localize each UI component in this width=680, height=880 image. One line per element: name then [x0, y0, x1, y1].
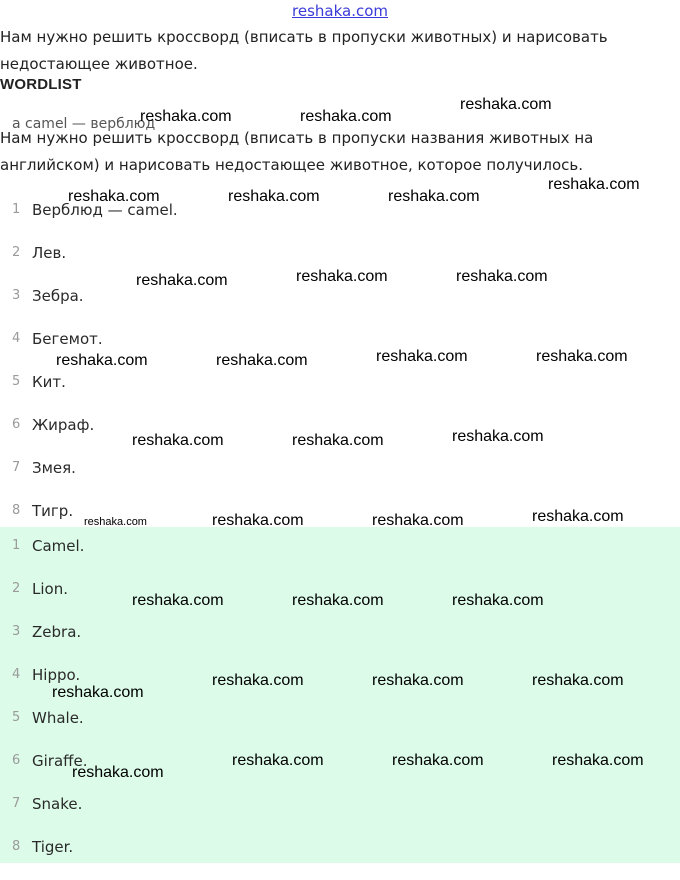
item-text: Зебра.: [32, 287, 84, 305]
item-number: 6: [12, 417, 21, 432]
watermark: reshaka.com: [52, 684, 144, 701]
watermark: reshaka.com: [212, 512, 304, 529]
list-item: [0, 200, 680, 243]
item-number: 5: [12, 374, 21, 389]
item-text: Snake.: [32, 795, 83, 813]
list-item: [0, 458, 680, 501]
watermark: reshaka.com: [132, 592, 224, 609]
intro-text: Нам нужно решить кроссворд (вписать в пропуски животных) и нарисовать недостающее животное.: [0, 28, 608, 73]
list-item: [0, 708, 680, 751]
watermark: reshaka.com: [300, 108, 392, 125]
watermark: reshaka.com: [228, 188, 320, 205]
watermark: reshaka.com: [552, 752, 644, 769]
answer-list: [0, 536, 680, 880]
list-item: [0, 286, 680, 329]
watermark: reshaka.com: [68, 188, 160, 205]
item-number: 5: [12, 710, 21, 725]
item-text: Giraffe.: [32, 752, 88, 770]
item-text: Верблюд — camel.: [32, 201, 178, 219]
item-text: Tiger.: [32, 838, 74, 856]
watermark: reshaka.com: [140, 108, 232, 125]
list-item: [0, 243, 680, 286]
watermark: reshaka.com: [548, 176, 640, 193]
watermark: reshaka.com: [536, 348, 628, 365]
item-text: Zebra.: [32, 623, 82, 641]
item-text: Hippo.: [32, 666, 81, 684]
watermark: reshaka.com: [292, 592, 384, 609]
item-number: 8: [12, 839, 21, 854]
watermark: reshaka.com: [132, 432, 224, 449]
list-item: [0, 415, 680, 458]
list-item: [0, 794, 680, 837]
list-item: [0, 837, 680, 880]
item-number: 3: [12, 288, 21, 303]
item-number: 7: [12, 796, 21, 811]
item-number: 4: [12, 667, 21, 682]
list-item: [0, 622, 680, 665]
list-item: [0, 665, 680, 708]
watermark: reshaka.com: [532, 672, 624, 689]
watermark: reshaka.com: [212, 672, 304, 689]
watermark: reshaka.com: [388, 188, 480, 205]
watermark: reshaka.com: [72, 764, 164, 781]
watermark: reshaka.com: [392, 752, 484, 769]
item-text: Кит.: [32, 373, 66, 391]
item-number: 3: [12, 624, 21, 639]
watermark: reshaka.com: [532, 508, 624, 525]
watermark: reshaka.com: [376, 348, 468, 365]
item-text: Змея.: [32, 459, 76, 477]
watermark: reshaka.com: [232, 752, 324, 769]
item-number: 1: [12, 538, 21, 553]
item-text: Lion.: [32, 580, 68, 598]
watermark: reshaka.com: [84, 516, 147, 528]
list-item: [0, 372, 680, 415]
item-number: 6: [12, 753, 21, 768]
item-number: 2: [12, 581, 21, 596]
watermark: reshaka.com: [456, 268, 548, 285]
list-item: [0, 579, 680, 622]
watermark: reshaka.com: [296, 268, 388, 285]
item-text: Camel.: [32, 537, 85, 555]
list-item: [0, 329, 680, 372]
item-number: 2: [12, 245, 21, 260]
watermark: reshaka.com: [372, 512, 464, 529]
watermark: reshaka.com: [372, 672, 464, 689]
list-item: [0, 536, 680, 579]
item-number: 7: [12, 460, 21, 475]
task-text: Нам нужно решить кроссворд (вписать в пропуски названия животных на английском) и нарисовать недостающее животное, которое получилось.: [0, 129, 594, 174]
wordlist-heading: WORDLIST: [0, 76, 82, 93]
item-text: Лев.: [32, 244, 67, 262]
watermark: reshaka.com: [452, 592, 544, 609]
item-text: Жираф.: [32, 416, 95, 434]
watermark: reshaka.com: [136, 272, 228, 289]
item-text: Whale.: [32, 709, 84, 727]
wordlist-partial-item: a camel — верблюд: [12, 116, 156, 132]
item-number: 4: [12, 331, 21, 346]
list-item: [0, 751, 680, 794]
watermark: reshaka.com: [460, 96, 552, 113]
item-text: Тигр.: [32, 502, 74, 520]
item-number: 8: [12, 503, 21, 518]
watermark: reshaka.com: [56, 352, 148, 369]
site-logo[interactable]: reshaka.com: [292, 2, 388, 20]
watermark: reshaka.com: [452, 428, 544, 445]
item-number: 1: [12, 202, 21, 217]
item-text: Бегемот.: [32, 330, 103, 348]
question-list: [0, 200, 680, 544]
watermark: reshaka.com: [216, 352, 308, 369]
watermark: reshaka.com: [292, 432, 384, 449]
